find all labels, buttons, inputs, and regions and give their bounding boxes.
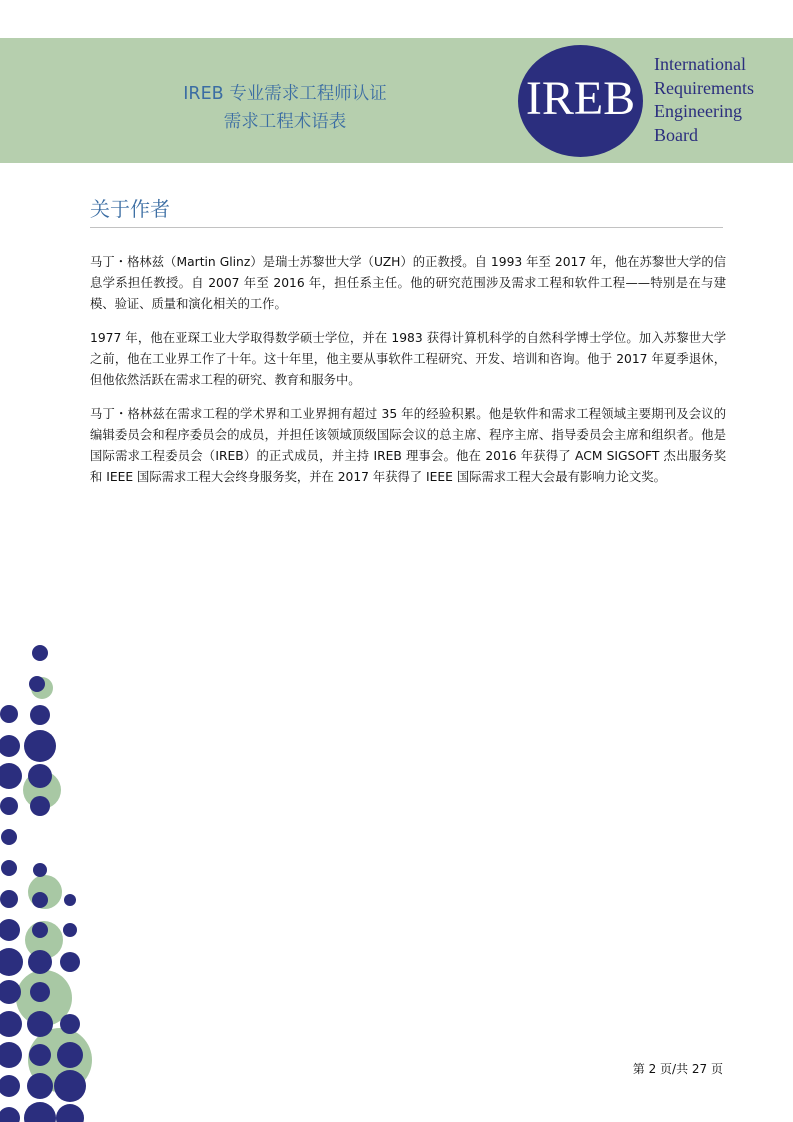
org-name-line3: Engineering [654, 101, 742, 121]
bio-paragraph-3: 马丁・格林兹在需求工程的学术界和工业界拥有超过 35 年的经验积累。他是软件和需求工程领域主要期刊及会议的编辑委员会和程序委员会的成员，并担任该领域顶级国际会议的总主席、程序主席、指导委员会主席和组织者。他是国际需求工程委员会（IREB）的正式成员，并主持 IREB 理事会。他在 2016 年获得了 ACM SIGSOFT 杰出服务奖和 IEEE 国际需求工程大会终身服务奖，并在 2017 年获得了 IEEE 国际需求工程大会最有影响力论文奖。 [90, 407, 726, 484]
bio-paragraph-2: 1977 年，他在亚琛工业大学取得数学硕士学位，并在 1983 获得计算机科学的自然科学博士学位。加入苏黎世大学之前，他在工业界工作了十年。这十年里，他主要从事软件工程研究、开发、培训和咨询。他于 2017 年夏季退休，但他依然活跃在需求工程的研究、教育和服务中。 [90, 331, 726, 387]
ireb-logo-text: IREB [525, 72, 636, 125]
org-name-line1: International [654, 54, 746, 74]
bio-paragraph-1: 马丁・格林兹（Martin Glinz）是瑞士苏黎世大学（UZH）的正教授。自 1993 年至 2017 年，他在苏黎世大学的信息学系担任教授。自 2007 年至 2016 年，担任系主任。他的研究范围涉及需求工程和软件工程——特别是在与建模、验证、质量和演化相关的工作。 [90, 255, 726, 311]
document-title [140, 80, 430, 136]
document-title-line2: 需求工程术语表 [223, 112, 347, 132]
document-title-line1: IREB 专业需求工程师认证 [183, 84, 387, 104]
decorative-dot-pattern [0, 640, 100, 1122]
author-bio [90, 252, 726, 501]
organization-name [654, 53, 754, 147]
section-title: 关于作者 [90, 197, 170, 221]
org-name-line4: Board [654, 124, 698, 145]
page-number: 第 2 页/共 27 页 [632, 1062, 723, 1076]
section-divider [90, 227, 723, 228]
ireb-logo [518, 45, 643, 157]
org-name-line2: Requirements [654, 77, 754, 98]
